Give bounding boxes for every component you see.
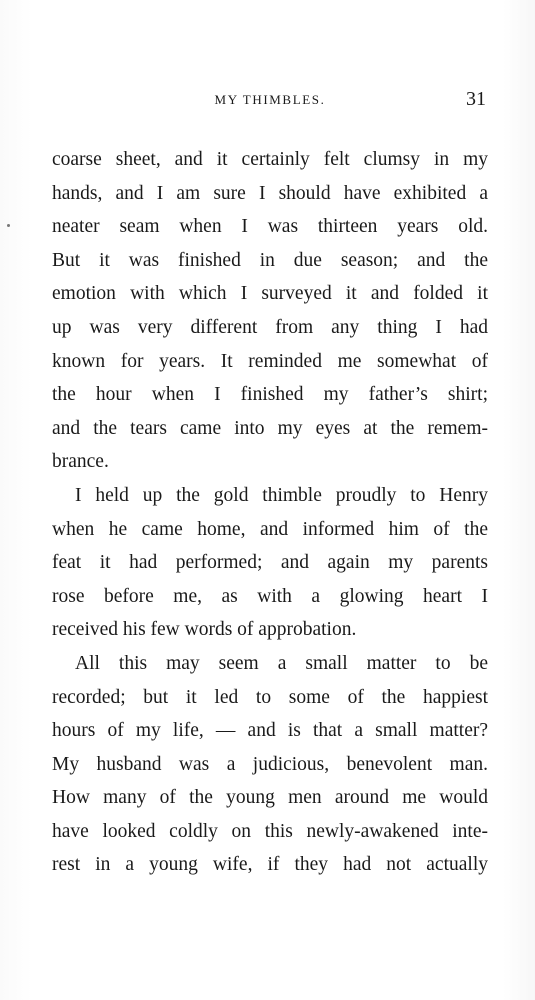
text-line: received his few words of approbation. xyxy=(52,619,357,641)
text-line: neater seam when I was thirteen years old. xyxy=(52,216,488,238)
body-text xyxy=(52,143,488,882)
text-line: All this may seem a small matter to be xyxy=(75,652,488,674)
text-line: have looked coldly on this newly-awakened inte- xyxy=(52,820,488,842)
paragraph-2 xyxy=(52,479,488,647)
text-line: I held up the gold thimble proudly to Henry xyxy=(75,484,488,506)
text-line: the hour when I finished my father’s shirt; xyxy=(52,384,488,406)
text-line: But it was finished in due season; and the xyxy=(52,249,488,271)
text-line: feat it had performed; and again my parents xyxy=(52,552,488,574)
text-line: coarse sheet, and it certainly felt clumsy in my xyxy=(52,149,488,170)
text-line: How many of the young men around me would xyxy=(52,787,488,809)
text-line: rose before me, as with a glowing heart I xyxy=(52,585,488,607)
text-line: emotion with which I surveyed it and folded it xyxy=(52,283,488,305)
text-line: My husband was a judicious, benevolent man. xyxy=(52,753,488,775)
text-line: and the tears came into my eyes at the remem- xyxy=(52,417,488,439)
text-line: up was very different from any thing I had xyxy=(52,316,488,338)
text-line: brance. xyxy=(52,451,109,473)
text-line: recorded; but it led to some of the happiest xyxy=(52,686,488,708)
text-line: rest in a young wife, if they had not actually xyxy=(52,854,488,876)
text-line: hours of my life, — and is that a small matter? xyxy=(52,720,488,742)
paragraph-3 xyxy=(52,647,488,882)
running-title: MY THIMBLES. xyxy=(214,92,326,107)
page-number: 31 xyxy=(466,88,486,110)
text-line: known for years. It reminded me somewhat of xyxy=(52,350,488,372)
text-line: when he came home, and informed him of the xyxy=(52,518,488,540)
running-head xyxy=(52,88,488,112)
margin-speck xyxy=(7,224,10,227)
paragraph-1 xyxy=(52,143,488,479)
text-line: hands, and I am sure I should have exhibited a xyxy=(52,182,488,204)
